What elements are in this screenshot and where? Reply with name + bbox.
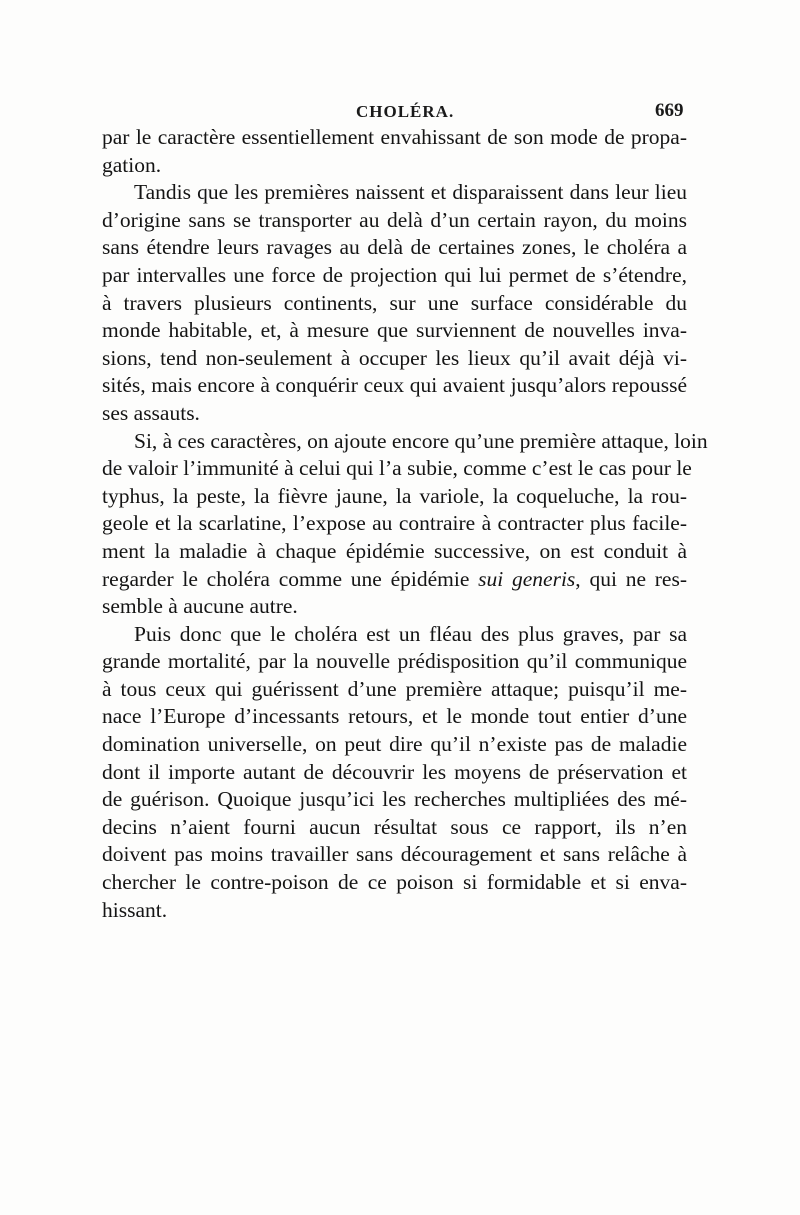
text-line: domination universelle, on peut dire qu’il n’existe pas de maladie bbox=[102, 732, 687, 757]
text-line: geole et la scarlatine, l’expose au contraire à contracter plus facile- bbox=[102, 511, 687, 536]
text-line: Si, à ces caractères, on ajoute encore qu’une première attaque, loin bbox=[134, 428, 708, 453]
running-title: CHOLÉRA. bbox=[356, 102, 455, 121]
text-segment: , qui ne res- bbox=[575, 566, 687, 591]
page-number: 669 bbox=[655, 100, 684, 121]
text-line-with-italic bbox=[102, 566, 687, 594]
text-line: monde habitable, et, à mesure que surviennent de nouvelles inva- bbox=[102, 318, 687, 343]
text-line: de valoir l’immunité à celui qui l’a subie, comme c’est le cas pour le bbox=[102, 456, 692, 481]
text-line: ses assauts. bbox=[102, 400, 200, 425]
paragraph-4 bbox=[102, 621, 687, 925]
text-line: ment la maladie à chaque épidémie successive, on est conduit à bbox=[102, 538, 687, 563]
text-line: grande mortalité, par la nouvelle prédisposition qu’il communique bbox=[102, 649, 687, 674]
text-line: typhus, la peste, la fièvre jaune, la variole, la coqueluche, la rou- bbox=[102, 483, 687, 508]
text-line: à travers plusieurs continents, sur une surface considérable du bbox=[102, 290, 687, 315]
text-line: par le caractère essentiellement envahissant de son mode de propa- bbox=[102, 125, 687, 149]
text-line: à tous ceux qui guérissent d’une première attaque; puisqu’il me- bbox=[102, 676, 687, 701]
text-line: decins n’aient fourni aucun résultat sous ce rapport, ils n’en bbox=[102, 814, 687, 839]
text-line: dont il importe autant de découvrir les moyens de préservation et bbox=[102, 759, 687, 784]
body-text bbox=[102, 124, 708, 924]
text-line: d’origine sans se transporter au delà d’un certain rayon, du moins bbox=[102, 207, 687, 232]
text-line: sions, tend non-seulement à occuper les lieux qu’il avait déjà vi- bbox=[102, 345, 687, 370]
text-line: hissant. bbox=[102, 897, 168, 922]
italic-phrase: sui generis bbox=[478, 566, 576, 591]
text-line: de guérison. Quoique jusqu’ici les recherches multipliées des mé- bbox=[102, 787, 687, 812]
text-line: sités, mais encore à conquérir ceux qui avaient jusqu’alors repoussé bbox=[102, 373, 687, 398]
paragraph-3 bbox=[102, 428, 708, 621]
text-line: gation. bbox=[102, 152, 162, 177]
text-line: Tandis que les premières naissent et disparaissent dans leur lieu bbox=[134, 180, 687, 205]
paragraph-2 bbox=[102, 179, 687, 427]
text-line: par intervalles une force de projection qui lui permet de s’étendre, bbox=[102, 262, 687, 287]
text-segment: regarder le choléra comme une épidémie bbox=[102, 566, 479, 591]
text-line: semble à aucune autre. bbox=[102, 594, 298, 619]
paragraph-1 bbox=[102, 124, 687, 179]
text-line: sans étendre leurs ravages au delà de certaines zones, le choléra a bbox=[102, 235, 687, 260]
text-line: doivent pas moins travailler sans découragement et sans relâche à bbox=[102, 842, 687, 867]
text-line: chercher le contre-poison de ce poison si formidable et si enva- bbox=[102, 870, 687, 895]
text-line: nace l’Europe d’incessants retours, et le monde tout entier d’une bbox=[102, 704, 687, 729]
text-line: Puis donc que le choléra est un fléau des plus graves, par sa bbox=[134, 621, 687, 646]
